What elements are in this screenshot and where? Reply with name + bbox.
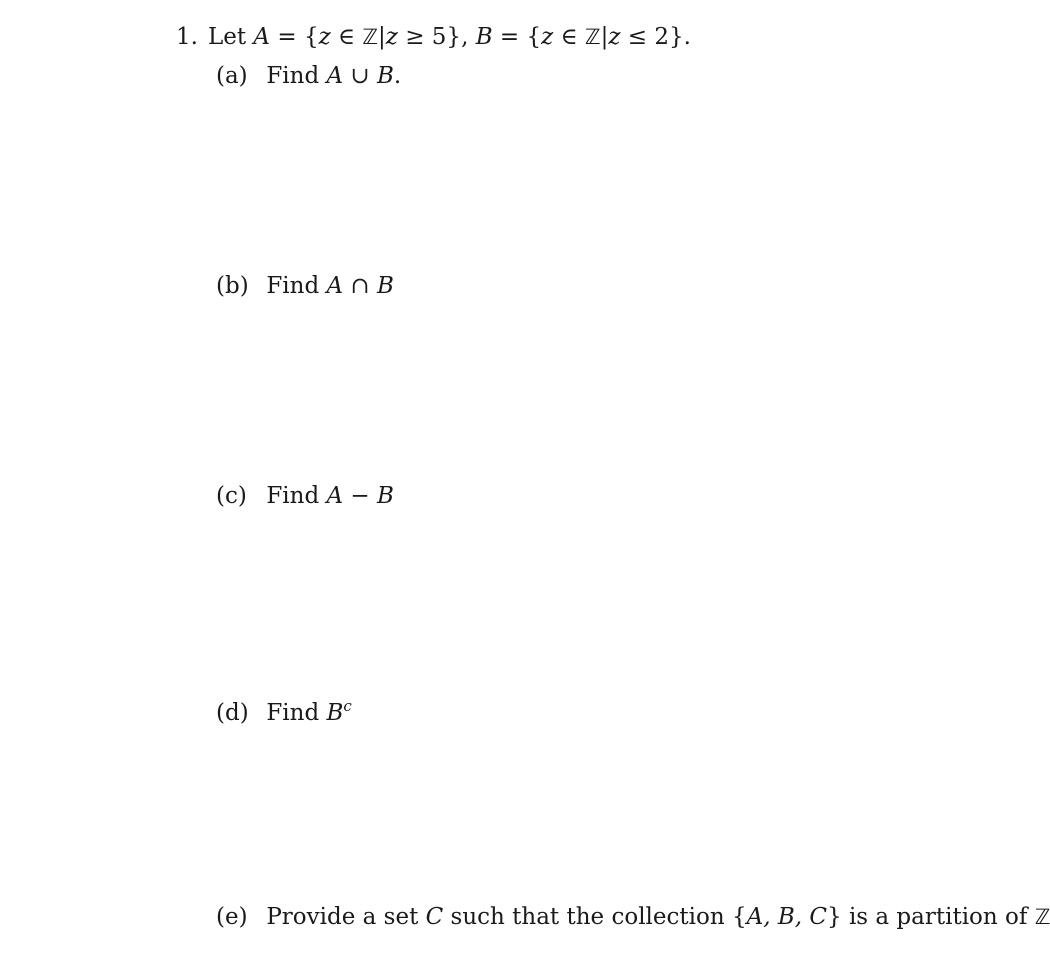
brace-open: { [526,24,542,50]
set-a-symbol: A [326,483,344,509]
complement-superscript: c [343,697,352,715]
part-d [216,692,352,727]
period: . [683,24,691,50]
brace-close: } [826,904,842,930]
integers-symbol: ℤ [584,25,601,49]
such-that-bar: | [600,24,609,50]
part-e [216,903,1050,931]
value-five: 5 [431,24,447,50]
problem-number: 1. [176,24,198,50]
problem-intro: Let [207,24,247,50]
brace-close: } [668,24,684,50]
brace-open: { [731,904,747,930]
part-e-text-after: is a partition of [848,904,1028,930]
intersection-sign: ∩ [350,273,370,299]
part-c [216,482,394,510]
element-of: ∈ [560,24,578,50]
equals-sign: = [499,24,520,50]
set-c-symbol: C [425,904,444,930]
part-a [216,62,401,90]
part-a-label: (a) [216,63,248,89]
brace-close: } [446,24,462,50]
such-that-bar: | [378,24,386,50]
part-d-label: (d) [216,700,249,726]
part-e-text-middle: such that the collection [450,904,725,930]
set-b-symbol: B [377,273,394,299]
part-b [216,272,394,300]
part-e-label: (e) [216,904,248,930]
geq-sign: ≥ [405,24,425,50]
element-of: ∈ [338,24,356,50]
problem-statement [176,23,691,51]
brace-open: { [303,24,319,50]
set-b-symbol: B [326,700,344,726]
leq-sign: ≤ [627,24,648,50]
part-a-text: Find [266,63,320,89]
set-a-symbol: A [326,273,344,299]
set-b-symbol: B [475,24,493,50]
part-d-text: Find [266,700,320,726]
union-sign: ∪ [350,63,370,89]
integers-symbol: ℤ [362,25,378,49]
variable-z: z [318,24,331,50]
collection-items: A, B, C [746,904,827,930]
period: . [393,63,402,89]
part-b-text: Find [266,273,320,299]
part-b-label: (b) [216,273,249,299]
part-c-text: Find [266,483,320,509]
set-a-symbol: A [253,24,271,50]
integers-symbol: ℤ [1034,905,1050,929]
part-e-text-before: Provide a set [266,904,419,930]
set-a-symbol: A [326,63,344,89]
set-b-symbol: B [377,63,394,89]
variable-z: z [541,24,554,50]
variable-z: z [385,24,398,50]
variable-z: z [608,24,621,50]
part-c-label: (c) [216,483,247,509]
set-b-symbol: B [377,483,394,509]
equals-sign: = [277,24,297,50]
comma: , [461,24,469,50]
difference-sign: − [350,483,370,509]
value-two: 2 [654,24,669,50]
